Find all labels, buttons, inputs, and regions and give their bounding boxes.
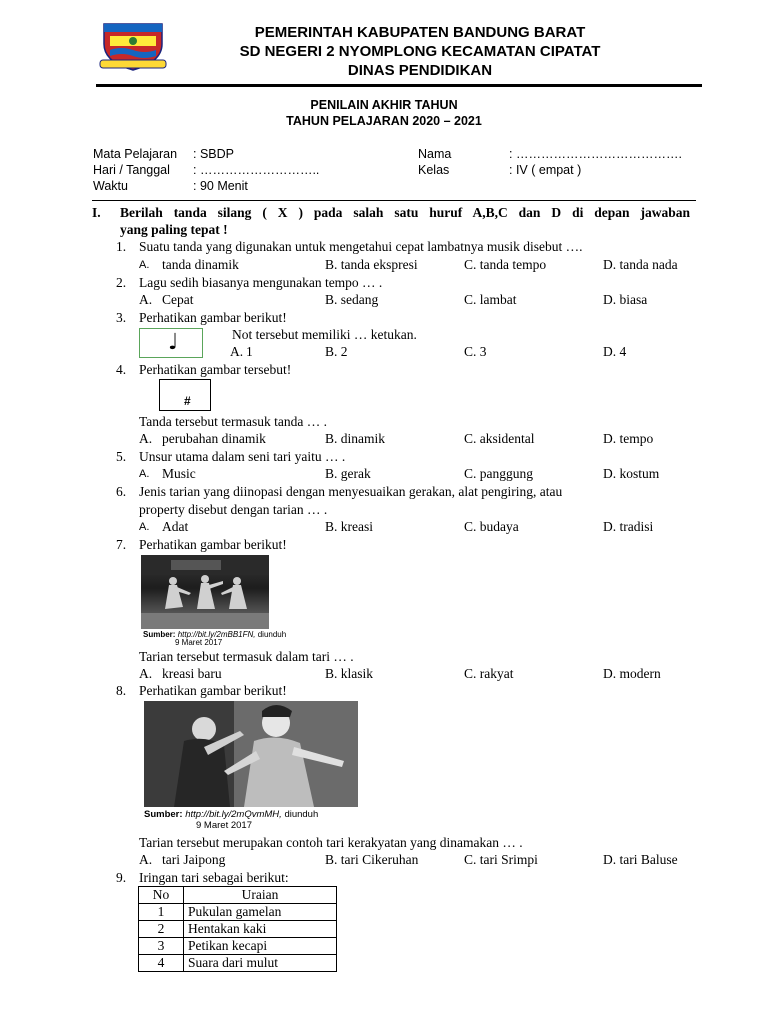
table-cell-uraian: Suara dari mulut: [184, 955, 337, 972]
q3-option-a[interactable]: 1: [246, 344, 253, 359]
q1-option-b[interactable]: B. tanda ekspresi: [325, 257, 418, 272]
q2-option-a-letter[interactable]: A.: [139, 292, 153, 307]
q3-option-b[interactable]: B. 2: [325, 344, 348, 359]
question-6-text: Jenis tarian yang diinopasi dengan menyesuaikan gerakan, alat pengiring, atau: [139, 484, 563, 499]
exam-subtitle: TAHUN PELAJARAN 2020 – 2021: [286, 114, 482, 128]
q6-option-c[interactable]: C. budaya: [464, 519, 519, 534]
q5-option-d[interactable]: D. kostum: [603, 466, 660, 481]
dance-photo-2: [144, 701, 358, 807]
name-value: : ………………………………….: [509, 147, 682, 161]
q2-option-d[interactable]: D. biasa: [603, 292, 648, 307]
q2-option-c[interactable]: C. lambat: [464, 292, 517, 307]
q2-option-a[interactable]: Cepat: [162, 292, 194, 307]
photo-2-source-note: diunduh: [284, 809, 319, 820]
dance-photo-1: [141, 555, 269, 629]
table-cell-no: 1: [139, 904, 184, 921]
question-2-number: 2.: [116, 275, 127, 290]
table-cell-uraian: Hentakan kaki: [184, 921, 337, 938]
sharp-sign-image: [159, 379, 211, 411]
question-7-text2: Tarian tersebut termasuk dalam tari … .: [139, 649, 354, 664]
photo-1-source-note: diunduh: [257, 630, 287, 639]
q7-option-c[interactable]: C. rakyat: [464, 666, 514, 681]
jaipong-dancers-image: [144, 701, 358, 807]
table-header-row: [139, 887, 337, 904]
q6-option-d[interactable]: D. tradisi: [603, 519, 654, 534]
table-header-no: No: [139, 887, 184, 904]
class-label: Kelas: [418, 163, 450, 177]
q1-option-d[interactable]: D. tanda nada: [603, 257, 678, 272]
q8-option-a[interactable]: tari Jaipong: [162, 852, 226, 867]
q8-option-d[interactable]: D. tari Baluse: [603, 852, 678, 867]
q8-option-a-letter[interactable]: A.: [139, 852, 153, 867]
question-3-text2: Not tersebut memiliki … ketukan.: [232, 327, 417, 342]
table-cell-uraian: Pukulan gamelan: [184, 904, 337, 921]
question-1-text: Suatu tanda yang digunakan untuk mengetahui cepat lambatnya musik disebut ….: [139, 239, 583, 254]
time-value: : 90 Menit: [193, 179, 248, 193]
half-note-icon: ♩: [168, 330, 179, 355]
question-8-text: Perhatikan gambar berikut!: [139, 683, 287, 698]
photo-1-source-label: Sumber:: [143, 630, 176, 639]
q5-option-c[interactable]: C. panggung: [464, 466, 533, 481]
subject-value: : SBDP: [193, 147, 234, 161]
photo-1-source-url[interactable]: http://bit.ly/2mBB1FN,: [177, 630, 256, 639]
q7-option-a[interactable]: kreasi baru: [162, 666, 222, 681]
table-header-uraian: Uraian: [184, 887, 337, 904]
table-row: [139, 904, 337, 921]
header-divider: [96, 84, 702, 87]
q5-option-b[interactable]: B. gerak: [325, 466, 371, 481]
question-7-number: 7.: [116, 537, 127, 552]
date-label: Hari / Tanggal: [93, 163, 170, 177]
q1-option-a[interactable]: tanda dinamik: [162, 257, 239, 272]
q8-option-c[interactable]: C. tari Srimpi: [464, 852, 538, 867]
q7-option-b[interactable]: B. klasik: [325, 666, 374, 681]
time-label: Waktu: [93, 179, 128, 193]
q1-option-c[interactable]: C. tanda tempo: [464, 257, 547, 272]
question-4-text: Perhatikan gambar tersebut!: [139, 362, 292, 377]
question-5-number: 5.: [116, 449, 127, 464]
q4-option-b[interactable]: B. dinamik: [325, 431, 385, 446]
question-4-text2: Tanda tersebut termasuk tanda … .: [139, 414, 327, 429]
q3-option-d[interactable]: D. 4: [603, 344, 627, 359]
question-6-text-cont: property disebut dengan tarian … .: [139, 502, 328, 517]
photo-2-source-url[interactable]: http://bit.ly/2mQvmMH,: [185, 809, 282, 820]
photo-1-date: 9 Maret 2017: [175, 638, 223, 647]
q4-option-a-letter[interactable]: A.: [139, 431, 153, 446]
photo-2-caption: [144, 809, 318, 820]
section-instruction-line1: Berilah tanda silang ( X ) pada salah satu huruf A,B,C dan D di depan jawaban: [120, 205, 690, 220]
q7-option-a-letter[interactable]: A.: [139, 666, 153, 681]
section-numeral: I.: [92, 205, 101, 220]
table-cell-no: 4: [139, 955, 184, 972]
dancers-image: [141, 555, 269, 629]
table-cell-no: 2: [139, 921, 184, 938]
question-5-text: Unsur utama dalam seni tari yaitu … .: [139, 449, 346, 464]
q6-option-b[interactable]: B. kreasi: [325, 519, 373, 534]
photo-2-source-label: Sumber:: [144, 809, 183, 820]
q4-option-d[interactable]: D. tempo: [603, 431, 654, 446]
name-label: Nama: [418, 147, 452, 161]
table-row: [139, 921, 337, 938]
question-9-text: Iringan tari sebagai berikut:: [139, 870, 289, 885]
header-school: SD NEGERI 2 NYOMPLONG KECAMATAN CIPATAT: [239, 43, 601, 60]
class-value: : IV ( empat ): [509, 163, 582, 177]
table-cell-no: 3: [139, 938, 184, 955]
q8-option-b[interactable]: B. tari Cikeruhan: [325, 852, 419, 867]
q4-option-c[interactable]: C. aksidental: [464, 431, 535, 446]
q7-option-d[interactable]: D. modern: [603, 666, 661, 681]
section-instruction-line2: yang paling tepat !: [120, 222, 228, 237]
question-4-number: 4.: [116, 362, 127, 377]
question-3-text: Perhatikan gambar berikut!: [139, 310, 287, 325]
question-1-number: 1.: [116, 239, 127, 254]
q2-option-b[interactable]: B. sedang: [325, 292, 379, 307]
q5-option-a-letter[interactable]: A.: [139, 468, 150, 480]
table-row: [139, 955, 337, 972]
question-7-text: Perhatikan gambar berikut!: [139, 537, 287, 552]
q6-option-a-letter[interactable]: A.: [139, 521, 150, 533]
table-row: [139, 938, 337, 955]
subject-label: Mata Pelajaran: [93, 147, 178, 161]
q5-option-a[interactable]: Music: [162, 466, 196, 481]
table-cell-uraian: Petikan kecapi: [184, 938, 337, 955]
q1-option-a-letter[interactable]: A.: [139, 259, 150, 271]
header-government: PEMERINTAH KABUPATEN BANDUNG BARAT: [254, 24, 586, 41]
q6-option-a[interactable]: Adat: [162, 519, 189, 534]
date-value: : ………………………..: [193, 163, 320, 177]
photo-2-date: 9 Maret 2017: [196, 820, 252, 831]
question-3-number: 3.: [116, 310, 127, 325]
question-9-number: 9.: [116, 870, 127, 885]
question-8-number: 8.: [116, 683, 127, 698]
half-note-image: [139, 328, 203, 358]
q3-option-c[interactable]: C. 3: [464, 344, 487, 359]
exam-title: PENILAIN AKHIR TAHUN: [310, 98, 458, 112]
q3-option-a-letter[interactable]: A.: [230, 344, 244, 359]
question-6-number: 6.: [116, 484, 127, 499]
header-department: DINAS PENDIDIKAN: [347, 62, 493, 79]
question-8-text2: Tarian tersebut merupakan contoh tari kerakyatan yang dinamakan … .: [139, 835, 523, 850]
sharp-icon: #: [184, 394, 191, 408]
q4-option-a[interactable]: perubahan dinamik: [162, 431, 266, 446]
question-2-text: Lagu sedih biasanya mengunakan tempo … .: [139, 275, 383, 290]
accompaniment-table: [138, 886, 337, 972]
info-divider: [92, 200, 696, 201]
